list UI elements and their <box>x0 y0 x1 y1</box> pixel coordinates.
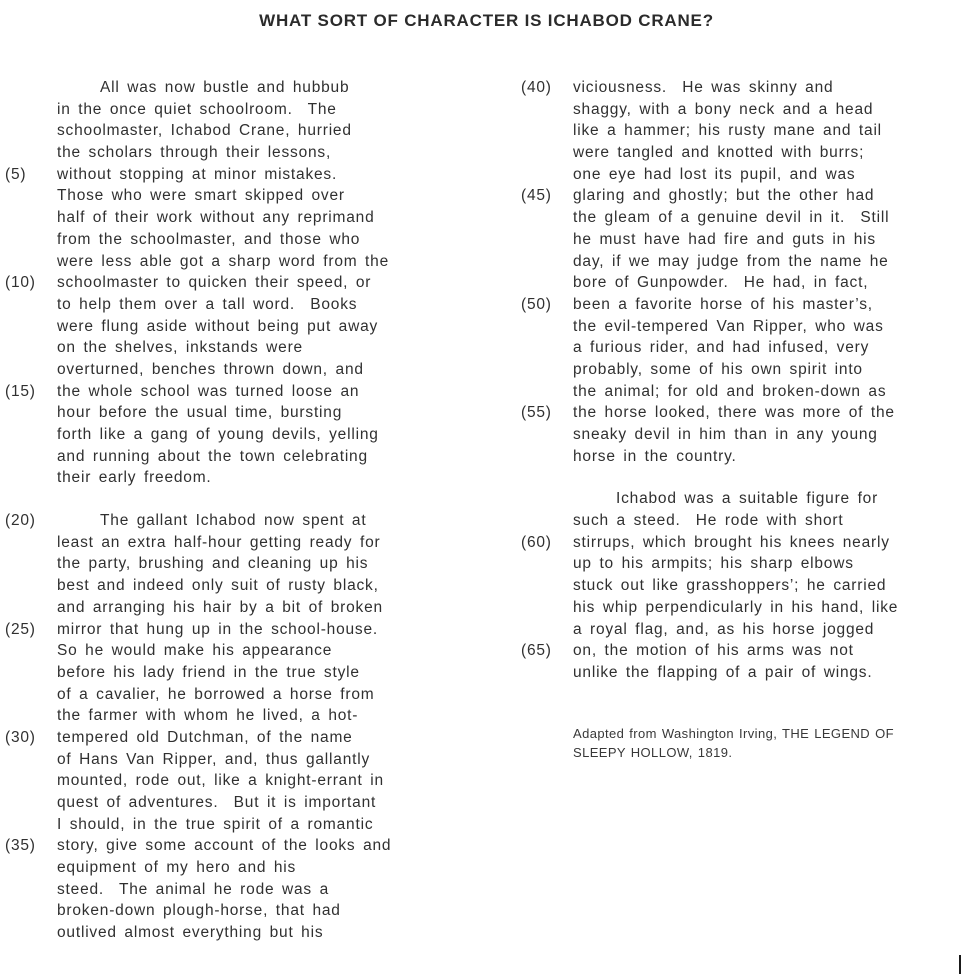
line-number <box>521 164 573 186</box>
source-attribution-line: SLEEPY HOLLOW, 1819. <box>573 745 733 761</box>
passage-line <box>521 597 971 619</box>
line-number <box>5 532 57 554</box>
passage-text: of a cavalier, he borrowed a horse from <box>57 685 375 703</box>
passage-text: his whip perpendicularly in his hand, like <box>573 598 899 616</box>
passage-text: their early freedom. <box>57 469 212 487</box>
passage-line <box>521 337 971 359</box>
passage-line <box>5 142 467 164</box>
passage-text: Ichabod was a suitable figure for <box>616 490 879 508</box>
passage-text: stuck out like grasshoppers’; he carried <box>573 577 887 595</box>
passage-line <box>521 640 971 662</box>
passage-text: without stopping at minor mistakes. <box>57 165 338 183</box>
passage-text: story, give some account of the looks and <box>57 837 392 855</box>
passage-line <box>521 207 971 229</box>
passage-text: to help them over a tall word. Books <box>57 295 358 313</box>
passage-line <box>5 185 467 207</box>
passage-line <box>5 229 467 251</box>
passage-line <box>521 359 971 381</box>
passage-text: the animal; for old and broken-down as <box>573 382 887 400</box>
line-number: (45) <box>521 187 552 205</box>
passage-text: up to his armpits; his sharp elbows <box>573 555 854 573</box>
passage-line <box>521 619 971 641</box>
passage-line <box>5 99 467 121</box>
line-number <box>521 424 573 446</box>
passage-text: on the shelves, inkstands were <box>57 339 303 357</box>
line-number <box>521 316 573 338</box>
line-number <box>521 597 573 619</box>
line-number <box>5 857 57 879</box>
passage-text: unlike the flapping of a pair of wings. <box>573 663 873 681</box>
line-number <box>5 424 57 446</box>
line-number <box>521 229 573 251</box>
line-number <box>521 99 573 121</box>
passage-line <box>5 857 467 879</box>
line-number <box>5 749 57 771</box>
passage-text: and arranging his hair by a bit of broken <box>57 598 383 616</box>
line-number <box>521 251 573 273</box>
passage-line <box>5 553 467 575</box>
passage-line <box>5 381 467 403</box>
passage-text: he must have had fire and guts in his <box>573 230 876 248</box>
passage-line <box>5 424 467 446</box>
passage-text: broken-down plough-horse, that had <box>57 902 341 920</box>
passage-text: shaggy, with a bony neck and a head <box>573 100 874 118</box>
line-number <box>521 207 573 229</box>
passage-text: tempered old Dutchman, of the name <box>57 728 353 746</box>
passage-line <box>521 662 971 684</box>
line-number <box>5 207 57 229</box>
line-number <box>5 922 57 944</box>
passage-text: the farmer with whom he lived, a hot- <box>57 707 359 725</box>
passage-title: WHAT SORT OF CHARACTER IS ICHABOD CRANE? <box>259 11 714 30</box>
passage-line <box>5 510 467 532</box>
line-number <box>5 770 57 792</box>
line-number: (60) <box>521 533 552 551</box>
passage-line <box>521 446 971 468</box>
passage-line <box>521 164 971 186</box>
passage-text: schoolmaster, Ichabod Crane, hurried <box>57 122 352 140</box>
passage-text: best and indeed only suit of rusty black, <box>57 577 379 595</box>
passage-line <box>5 640 467 662</box>
passage-text: such a steed. He rode with short <box>573 512 844 530</box>
passage-line <box>521 402 971 424</box>
passage-text: the whole school was turned loose an <box>57 382 360 400</box>
passage-line <box>5 684 467 706</box>
passage-text: in the once quiet schoolroom. The <box>57 100 337 118</box>
passage-text: the horse looked, there was more of the <box>573 404 895 422</box>
passage-line <box>5 164 467 186</box>
passage-line <box>521 120 971 142</box>
passage-line <box>5 879 467 901</box>
passage-text: mounted, rode out, like a knight-errant in <box>57 772 384 790</box>
passage-text: quest of adventures. But it is important <box>57 794 377 811</box>
passage-line <box>5 619 467 641</box>
line-number: (15) <box>5 382 36 400</box>
passage-text: The gallant Ichabod now spent at <box>100 512 367 530</box>
passage-text: equipment of my hero and his <box>57 859 297 877</box>
line-number <box>521 446 573 468</box>
line-number <box>5 575 57 597</box>
passage-text: the party, brushing and cleaning up his <box>57 555 369 573</box>
passage-line <box>521 424 971 446</box>
line-number <box>5 337 57 359</box>
passage-line <box>521 229 971 251</box>
passage-line <box>5 749 467 771</box>
line-number <box>5 120 57 142</box>
line-number: (5) <box>5 165 27 183</box>
line-number <box>5 77 57 99</box>
passage-text: before his lady friend in the true style <box>57 663 360 681</box>
line-number <box>5 662 57 684</box>
passage-text: All was now bustle and hubbub <box>100 79 350 96</box>
passage-line <box>5 77 467 99</box>
passage-text: stirrups, which brought his knees nearly <box>573 533 890 551</box>
line-number <box>521 381 573 403</box>
passage-line <box>521 294 971 316</box>
line-number <box>5 553 57 575</box>
passage-text: from the schoolmaster, and those who <box>57 230 361 248</box>
passage-text: steed. The animal he rode was a <box>57 880 330 898</box>
passage-line <box>521 272 971 294</box>
passage-line <box>5 251 467 273</box>
passage-line <box>5 792 467 814</box>
line-number <box>5 142 57 164</box>
passage-text: the gleam of a genuine devil in it. Still <box>573 209 890 227</box>
line-number <box>521 510 573 532</box>
passage-line <box>5 402 467 424</box>
source-attribution <box>521 724 971 763</box>
line-number <box>521 337 573 359</box>
line-number: (30) <box>5 728 36 746</box>
line-number <box>521 142 573 164</box>
line-number: (40) <box>521 79 552 96</box>
passage-line <box>5 294 467 316</box>
line-number <box>5 640 57 662</box>
passage-text: the scholars through their lessons, <box>57 144 332 162</box>
passage-line <box>5 467 467 489</box>
passage-text: forth like a gang of young devils, yelling <box>57 426 379 443</box>
line-number <box>521 359 573 381</box>
passage-line <box>521 77 971 99</box>
passage-text: day, if we may judge from the name he <box>573 252 889 270</box>
passage-text: been a favorite horse of his master’s, <box>573 295 873 313</box>
passage-line <box>521 99 971 121</box>
passage-line <box>5 532 467 554</box>
passage-text: probably, some of his own spirit into <box>573 360 863 378</box>
line-number: (55) <box>521 404 552 422</box>
passage-line <box>521 251 971 273</box>
line-number <box>5 879 57 901</box>
passage-text: sneaky devil in him than in any young <box>573 426 878 443</box>
line-number <box>521 553 573 575</box>
passage-text: were flung aside without being put away <box>57 317 379 335</box>
line-number: (25) <box>5 620 36 638</box>
line-number <box>521 662 573 684</box>
line-number <box>5 294 57 316</box>
line-number <box>5 684 57 706</box>
passage-text: least an extra half-hour getting ready for <box>57 533 381 551</box>
passage-text: I should, in the true spirit of a romantic <box>57 815 374 833</box>
passage-text: viciousness. He was skinny and <box>573 79 834 96</box>
passage-text: mirror that hung up in the school-house. <box>57 620 378 638</box>
passage-line <box>5 272 467 294</box>
passage-line <box>5 814 467 836</box>
passage-text: of Hans Van Ripper, and, thus gallantly <box>57 750 371 768</box>
passage-line <box>5 337 467 359</box>
passage-text: glaring and ghostly; but the other had <box>573 187 875 205</box>
passage-line <box>521 532 971 554</box>
line-number <box>5 251 57 273</box>
passage-line <box>5 207 467 229</box>
passage-line <box>5 597 467 619</box>
line-number <box>5 229 57 251</box>
passage-line <box>5 316 467 338</box>
passage-line <box>5 770 467 792</box>
passage-line <box>5 120 467 142</box>
passage-text: overturned, benches thrown down, and <box>57 360 364 378</box>
passage-line <box>521 381 971 403</box>
passage-line <box>5 575 467 597</box>
passage-text: So he would make his appearance <box>57 642 333 660</box>
passage-text: half of their work without any reprimand <box>57 209 375 227</box>
line-number <box>5 185 57 207</box>
source-attribution-line: Adapted from Washington Irving, THE LEGEND OF <box>573 725 894 741</box>
passage-text: a furious rider, and had infused, very <box>573 339 870 357</box>
passage-line <box>5 662 467 684</box>
line-number: (50) <box>521 295 552 313</box>
line-number <box>5 792 57 814</box>
passage-text: horse in the country. <box>573 447 737 465</box>
passage-line <box>5 446 467 468</box>
passage-line <box>5 359 467 381</box>
passage-line <box>521 553 971 575</box>
line-number <box>5 99 57 121</box>
passage-text: one eye had lost its pupil, and was <box>573 165 856 183</box>
passage-line <box>5 835 467 857</box>
cursor-artifact <box>959 955 961 974</box>
passage-column-right <box>521 77 971 763</box>
passage-text: like a hammer; his rusty mane and tail <box>573 122 882 140</box>
line-number <box>5 359 57 381</box>
line-number <box>5 705 57 727</box>
passage-text: and running about the town celebrating <box>57 447 368 465</box>
passage-text: on, the motion of his arms was not <box>573 642 854 660</box>
line-number <box>521 488 573 510</box>
passage-line <box>5 922 467 944</box>
line-number: (35) <box>5 837 36 855</box>
line-number <box>5 597 57 619</box>
passage-text: were tangled and knotted with burrs; <box>573 144 865 162</box>
line-number <box>521 120 573 142</box>
passage-line <box>521 142 971 164</box>
line-number <box>5 900 57 922</box>
passage-text: outlived almost everything but his <box>57 924 324 942</box>
passage-text: a royal flag, and, as his horse jogged <box>573 620 875 638</box>
passage-text: were less able got a sharp word from the <box>57 252 389 270</box>
line-number <box>5 316 57 338</box>
line-number <box>521 619 573 641</box>
line-number <box>5 467 57 489</box>
passage-line <box>5 900 467 922</box>
line-number <box>5 446 57 468</box>
passage-text: schoolmaster to quicken their speed, or <box>57 274 372 292</box>
passage-line <box>521 185 971 207</box>
line-number: (20) <box>5 512 36 530</box>
line-number: (65) <box>521 642 552 660</box>
passage-column-left <box>5 77 467 944</box>
passage-line <box>521 316 971 338</box>
line-number: (10) <box>5 274 36 292</box>
line-number <box>5 402 57 424</box>
passage-line <box>521 488 971 510</box>
passage-line <box>521 510 971 532</box>
passage-text: the evil-tempered Van Ripper, who was <box>573 317 884 335</box>
line-number <box>5 814 57 836</box>
passage-line <box>521 575 971 597</box>
passage-text: bore of Gunpowder. He had, in fact, <box>573 274 869 292</box>
passage-text: Those who were smart skipped over <box>57 187 345 205</box>
passage-text: hour before the usual time, bursting <box>57 404 343 422</box>
line-number <box>521 272 573 294</box>
passage-line <box>5 727 467 749</box>
line-number <box>521 575 573 597</box>
passage-line <box>5 705 467 727</box>
